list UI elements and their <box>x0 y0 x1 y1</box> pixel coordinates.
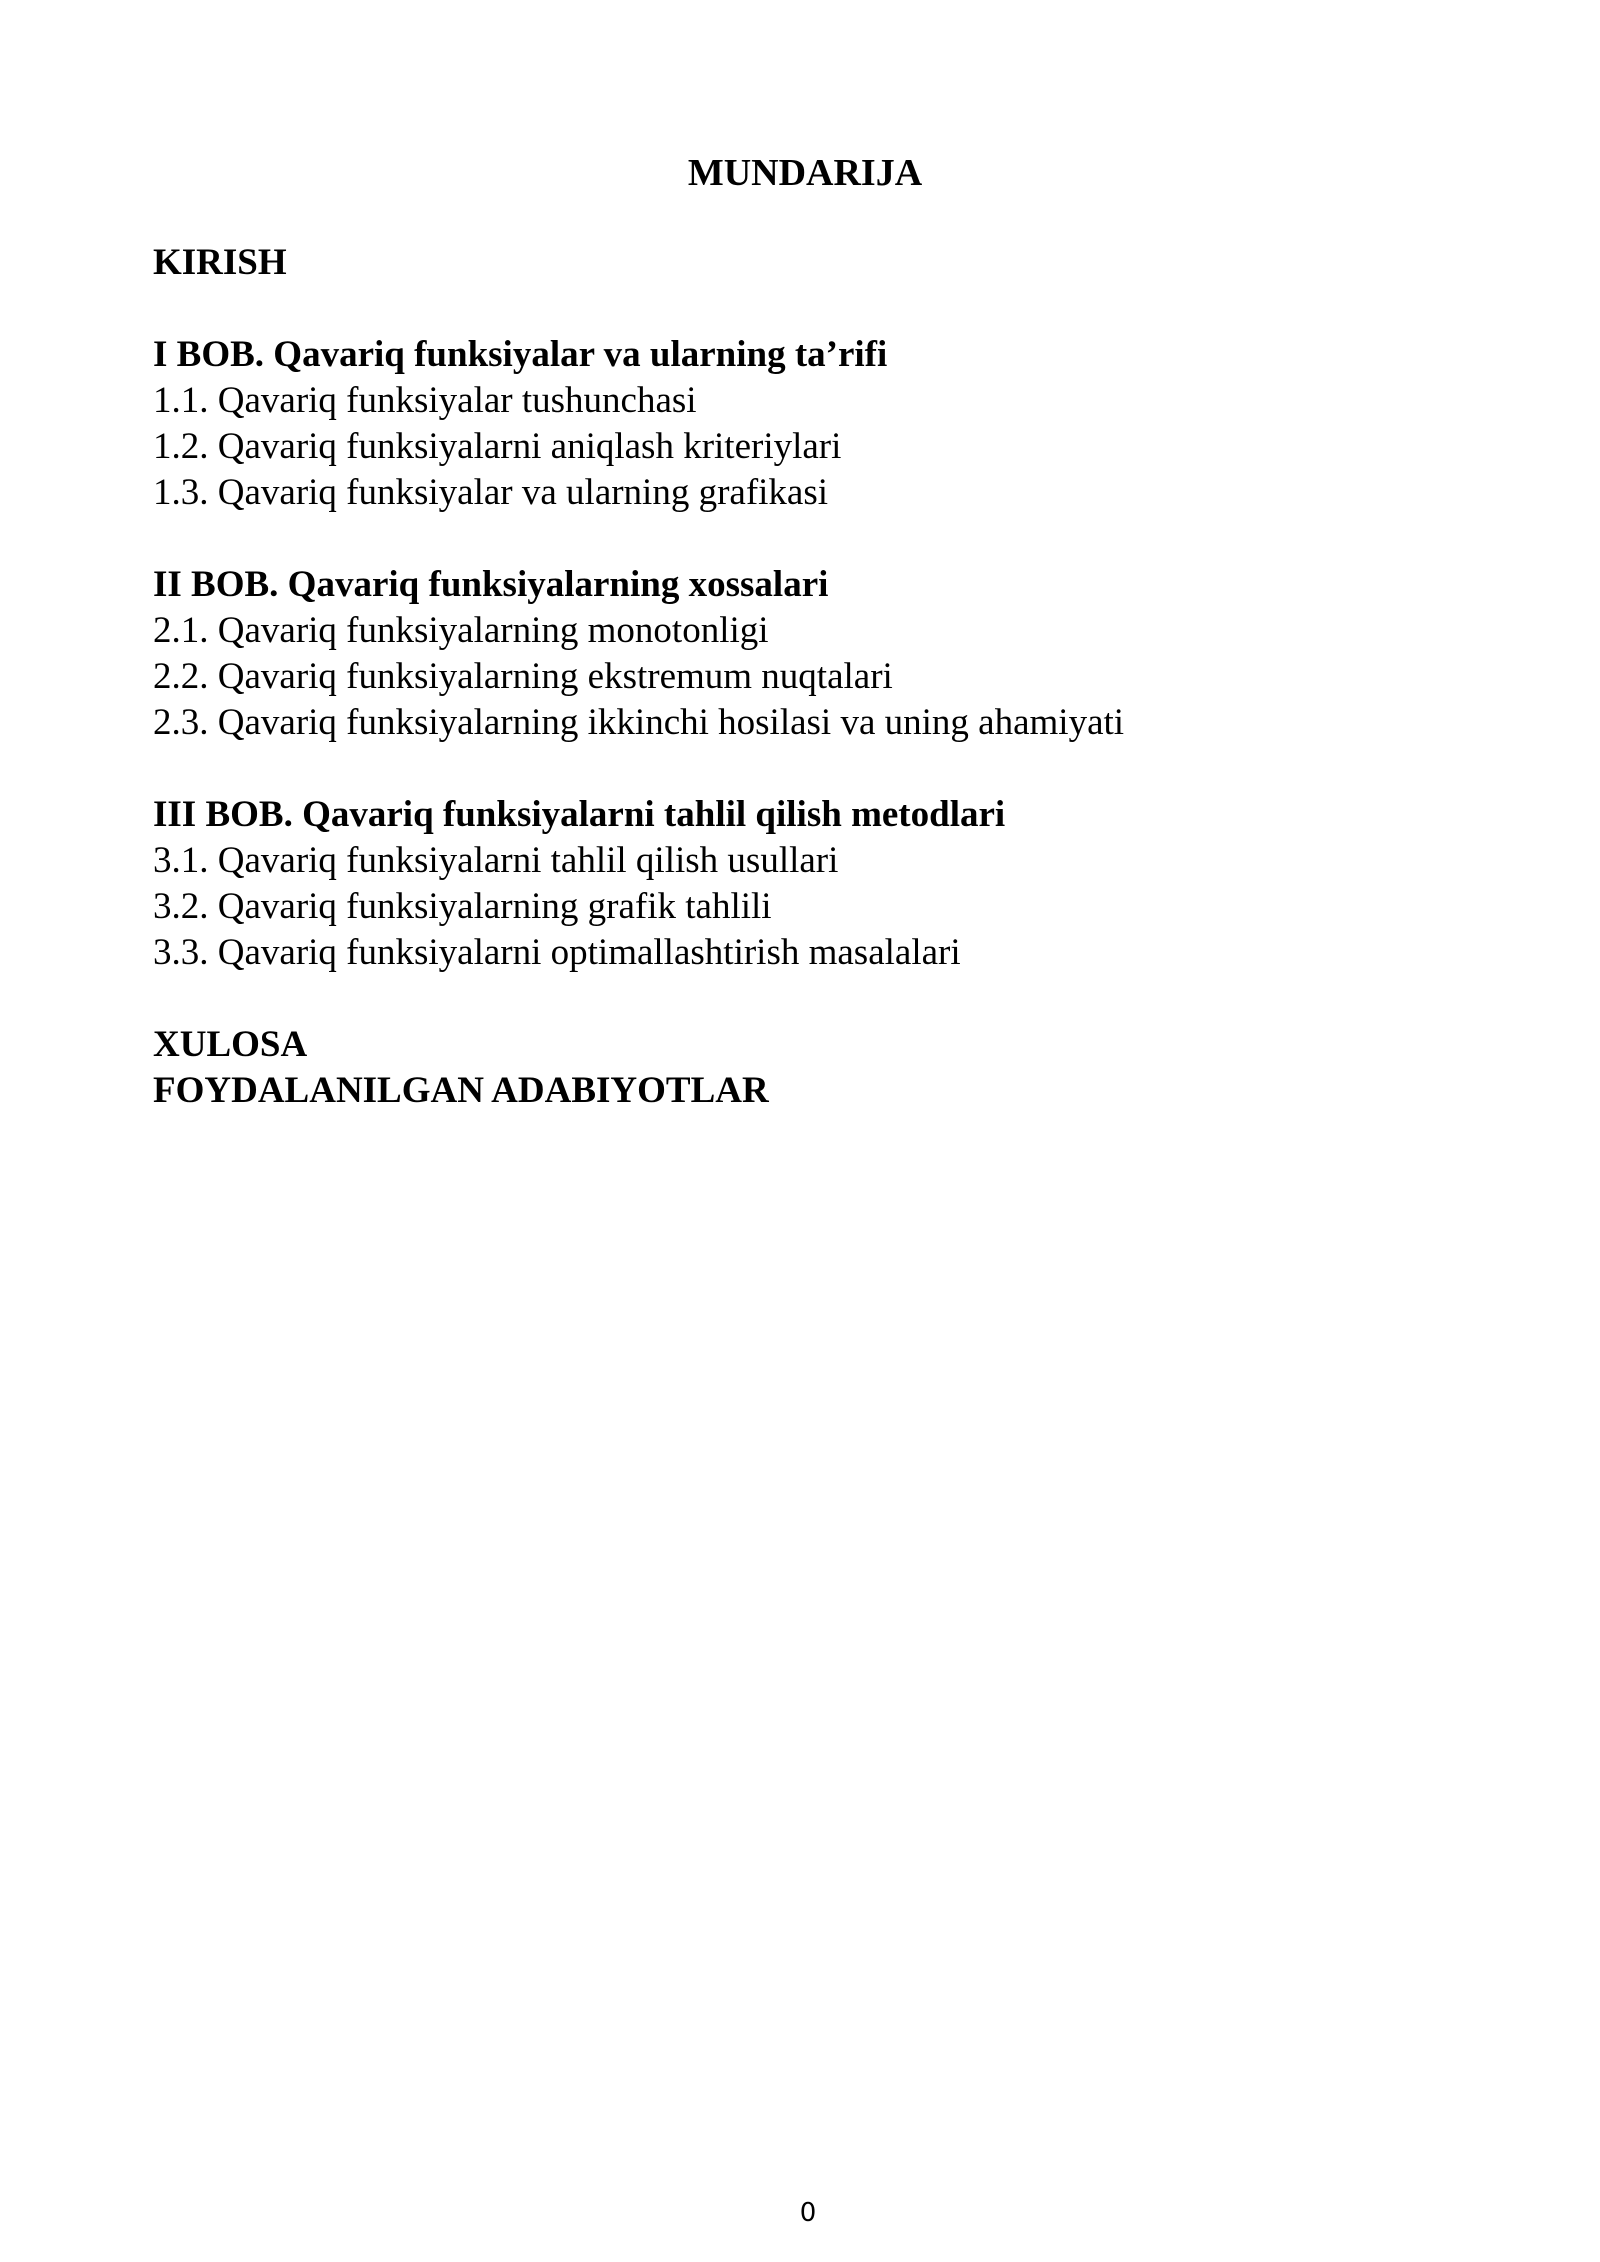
page-number: 0 <box>799 2198 817 2228</box>
section-item: 3.3. Qavariq funksiyalarni optimallashtirish masalalari <box>153 932 961 973</box>
toc-spacer <box>153 976 1453 1022</box>
toc-spacer <box>153 286 1453 332</box>
toc-spacer <box>153 746 1453 792</box>
toc-chapter-3 <box>153 792 1453 976</box>
page-title: MUNDARIJA <box>687 152 923 194</box>
toc-chapter-1 <box>153 332 1453 516</box>
toc-references: FOYDALANILGAN ADABIYOTLAR <box>153 1070 769 1111</box>
section-item: 1.3. Qavariq funksiyalar va ularning grafikasi <box>153 472 829 513</box>
section-item: 1.1. Qavariq funksiyalar tushunchasi <box>153 380 697 421</box>
section-item: 3.2. Qavariq funksiyalarning grafik tahlili <box>153 886 772 927</box>
toc-chapter-2 <box>153 562 1453 746</box>
section-item: 2.2. Qavariq funksiyalarning ekstremum nuqtalari <box>153 656 893 697</box>
toc-conclusion: XULOSA <box>153 1024 308 1065</box>
section-item: 2.3. Qavariq funksiyalarning ikkinchi hosilasi va uning ahamiyati <box>153 702 1125 743</box>
chapter-heading: II BOB. Qavariq funksiyalarning xossalari <box>153 564 829 605</box>
table-of-contents <box>153 240 1453 1114</box>
toc-intro: KIRISH <box>153 242 287 283</box>
section-item: 2.1. Qavariq funksiyalarning monotonligi <box>153 610 769 651</box>
section-item: 3.1. Qavariq funksiyalarni tahlil qilish usullari <box>153 840 839 881</box>
chapter-heading: I BOB. Qavariq funksiyalar va ularning ta’rifi <box>153 334 888 375</box>
chapter-heading: III BOB. Qavariq funksiyalarni tahlil qilish metodlari <box>153 794 1006 835</box>
toc-spacer <box>153 516 1453 562</box>
section-item: 1.2. Qavariq funksiyalarni aniqlash kriteriylari <box>153 426 842 467</box>
